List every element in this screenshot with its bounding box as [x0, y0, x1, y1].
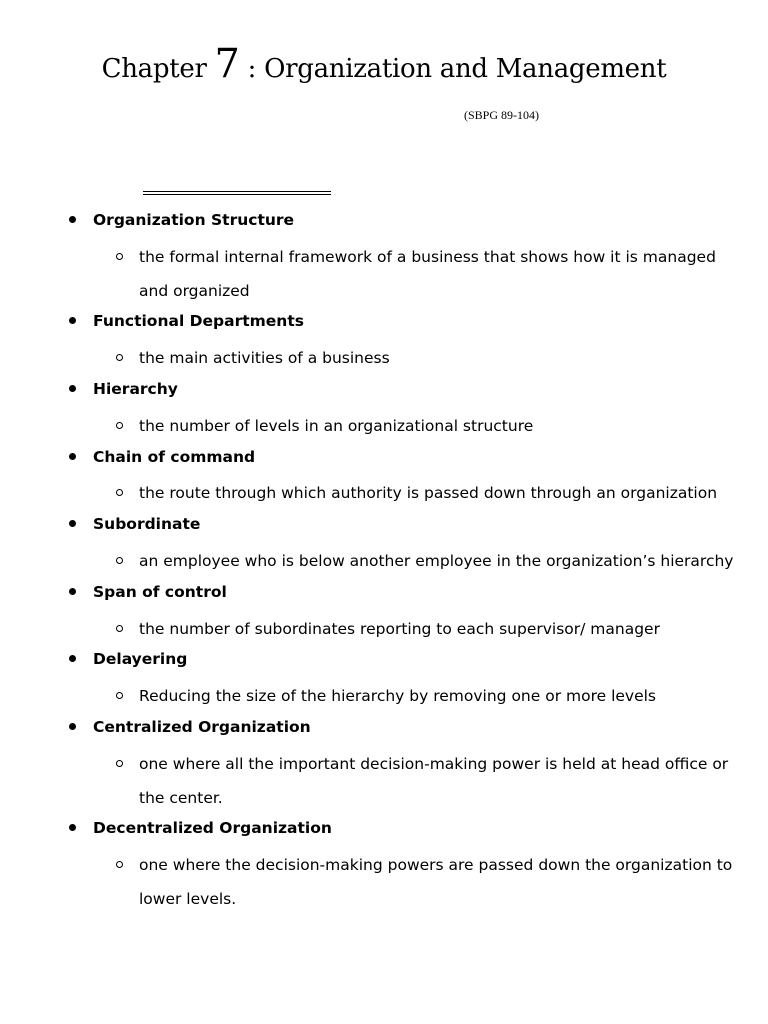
- term-heading: Organization Structure: [93, 211, 295, 229]
- definition-row: [0, 410, 768, 444]
- filled-bullet-icon: [69, 723, 76, 730]
- term-row: [0, 714, 768, 748]
- term-heading: Centralized Organization: [93, 717, 311, 736]
- term-definition: the number of levels in an organizational structure: [139, 416, 534, 435]
- definition-row: [0, 342, 768, 376]
- term-row: [0, 207, 768, 241]
- term-heading: Decentralized Organization: [93, 819, 332, 838]
- term-definition: the route through which authority is passed down through an organization: [139, 484, 718, 503]
- filled-bullet-icon: [69, 317, 76, 324]
- term-item: [0, 579, 768, 647]
- hollow-bullet-icon: [116, 354, 123, 361]
- hollow-bullet-icon: [116, 489, 123, 496]
- filled-bullet-icon: [69, 520, 76, 527]
- definition-row: [0, 849, 768, 917]
- term-row: [0, 511, 768, 545]
- filled-bullet-icon: [69, 824, 76, 831]
- filled-bullet-icon: [69, 216, 76, 223]
- term-item: [0, 376, 768, 444]
- term-definition: an employee who is below another employee in the organization’s hierarchy: [139, 551, 734, 570]
- term-definition: the main activities of a business: [139, 349, 390, 368]
- term-item: [0, 646, 768, 714]
- term-item: [0, 444, 768, 512]
- term-heading: Subordinate: [93, 515, 201, 534]
- term-item: [0, 511, 768, 579]
- term-heading: Span of control: [93, 582, 227, 601]
- term-item: [0, 815, 768, 916]
- filled-bullet-icon: [69, 655, 76, 662]
- term-list: [0, 207, 768, 917]
- term-row: [0, 646, 768, 680]
- term-definition: Reducing the size of the hierarchy by removing one or more levels: [139, 687, 657, 706]
- chapter-number: 7: [214, 41, 240, 87]
- hollow-bullet-icon: [116, 625, 123, 632]
- definition-row: [0, 680, 768, 714]
- term-row: [0, 308, 768, 342]
- filled-bullet-icon: [69, 385, 76, 392]
- chapter-title: [0, 41, 768, 87]
- filled-bullet-icon: [69, 588, 76, 595]
- term-heading: Hierarchy: [93, 379, 178, 398]
- filled-bullet-icon: [69, 453, 76, 460]
- definition-row: [0, 748, 768, 816]
- term-heading: Functional Departments: [93, 312, 304, 331]
- term-definition: one where the decision-making powers are passed down the organization to lower levels.: [139, 856, 733, 908]
- term-heading: Delayering: [93, 650, 188, 669]
- term-item: [0, 207, 768, 308]
- page-reference: (SBPG 89-104): [464, 108, 540, 122]
- term-item: [0, 308, 768, 376]
- term-definition: the number of subordinates reporting to each supervisor/ manager: [139, 619, 660, 638]
- term-definition: one where all the important decision-making power is held at head office or the center.: [139, 754, 729, 807]
- term-item: [0, 714, 768, 815]
- hollow-bullet-icon: [116, 422, 123, 429]
- chapter-title-suffix: : Organization and Management: [247, 54, 667, 84]
- hollow-bullet-icon: [116, 692, 123, 699]
- term-row: [0, 376, 768, 410]
- term-row: [0, 815, 768, 849]
- term-row: [0, 579, 768, 613]
- definition-row: [0, 613, 768, 647]
- definition-row: [0, 545, 768, 579]
- double-underline-divider: [143, 191, 331, 195]
- term-heading: Chain of command: [93, 447, 256, 466]
- term-row: [0, 444, 768, 478]
- hollow-bullet-icon: [116, 253, 123, 260]
- definition-row: [0, 241, 768, 309]
- term-definition: the formal internal framework of a business that shows how it is managed and organized: [139, 247, 716, 300]
- hollow-bullet-icon: [116, 861, 123, 868]
- hollow-bullet-icon: [116, 557, 123, 564]
- hollow-bullet-icon: [116, 760, 123, 767]
- chapter-title-prefix: Chapter: [101, 54, 207, 84]
- definition-row: [0, 477, 768, 511]
